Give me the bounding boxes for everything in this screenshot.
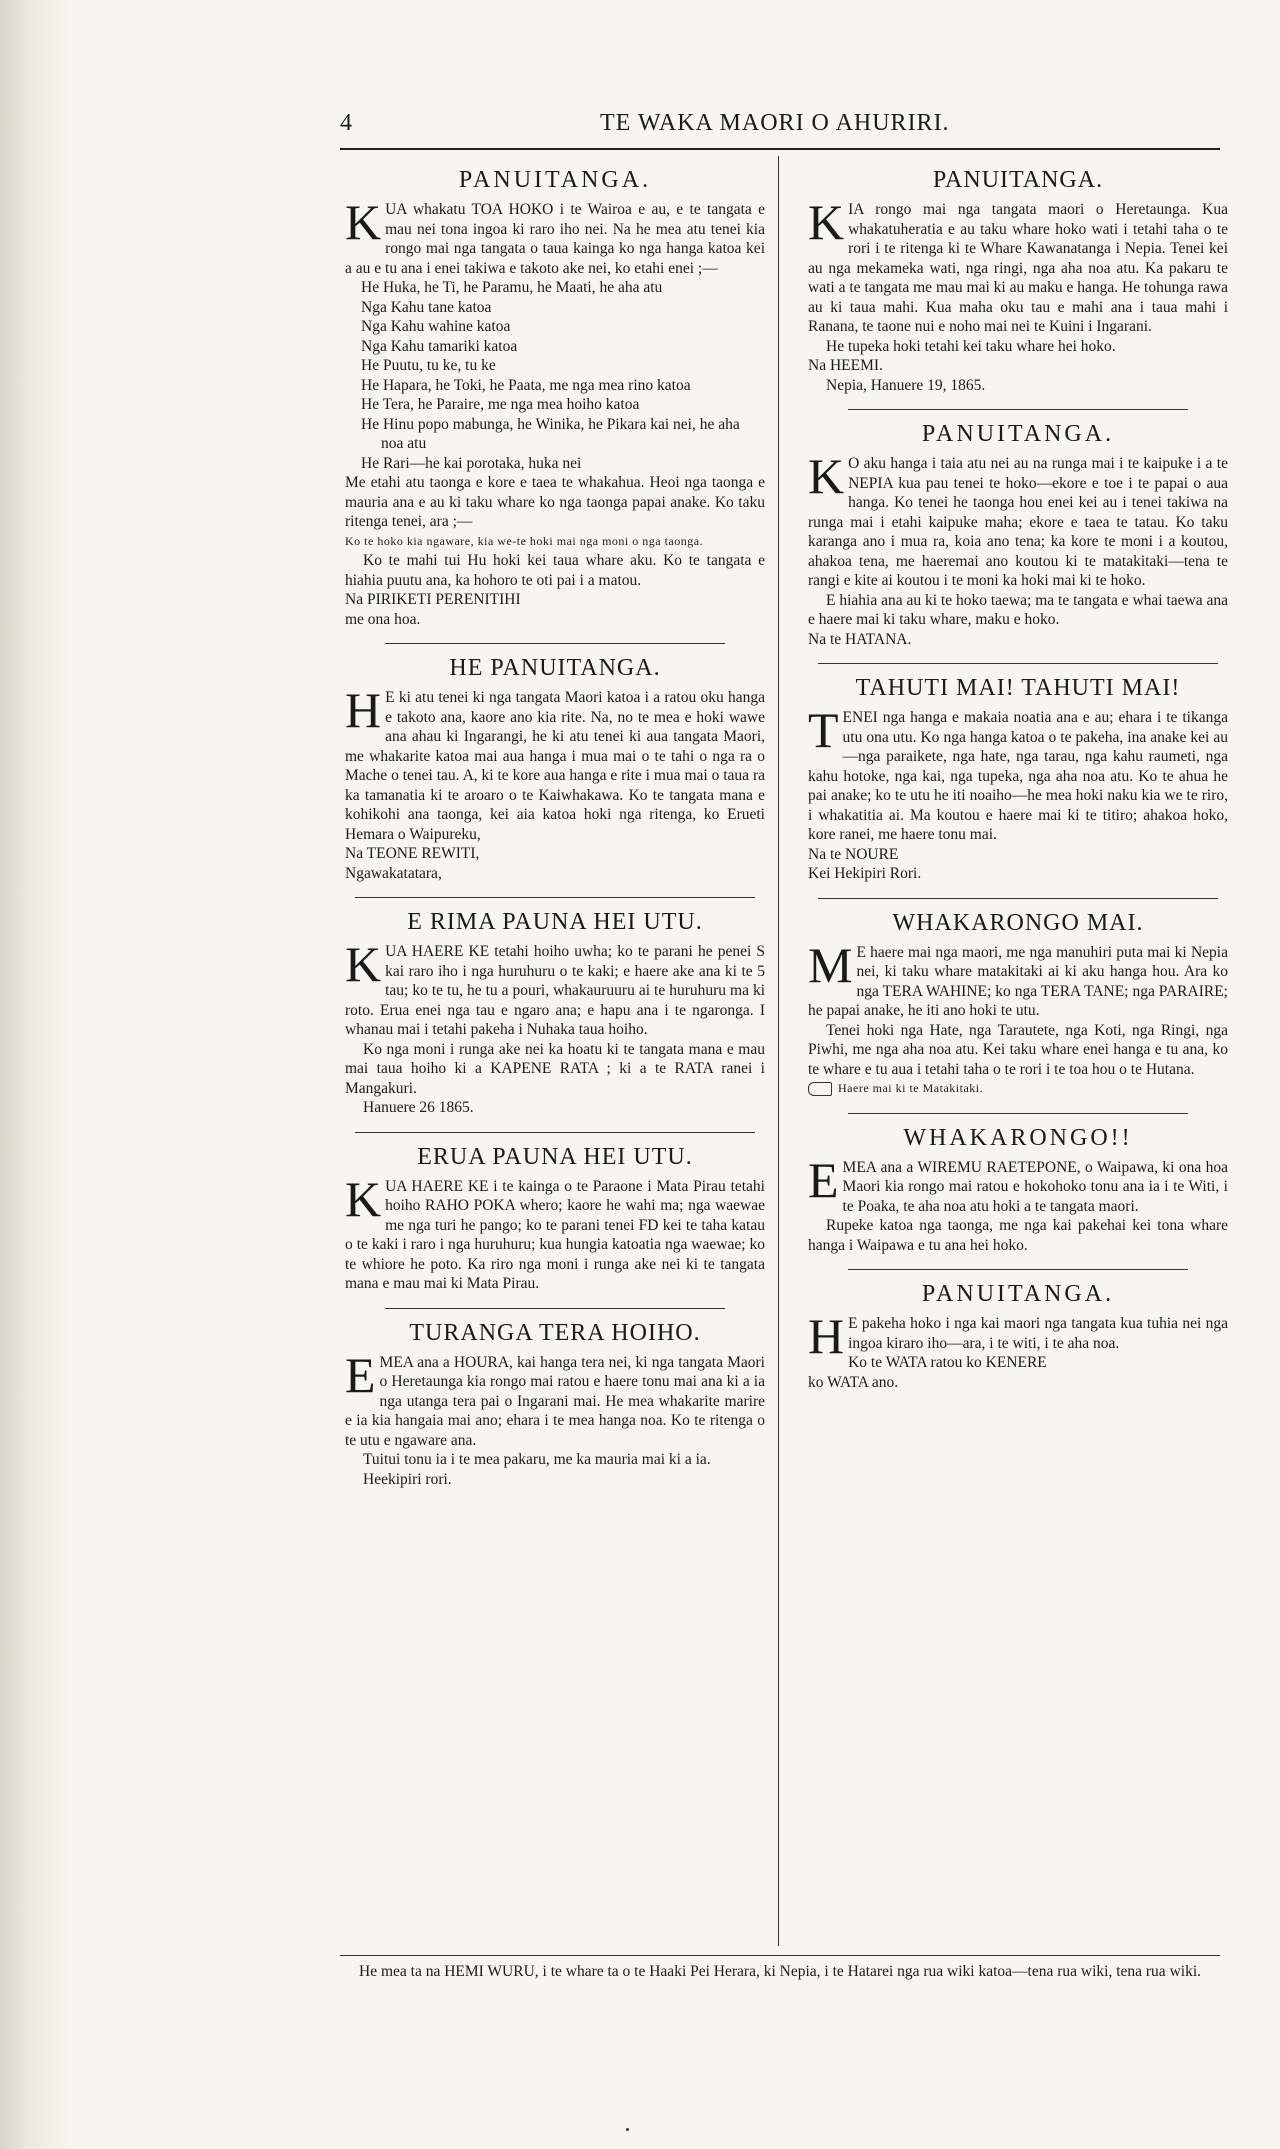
notice-turanga-tera (345, 1319, 765, 1490)
list-item: Nga Kahu wahine katoa (361, 318, 511, 335)
notice-body: MEA ana a HOURA, kai hanga tera nei, ki nga tangata Maori o Heretaunga kia rongo mai ratou e haere tonu mai ana ki a ia nga utanga tera pai o Ingarani mai. He mea whakarite marire e ia kia hangaia mai ano; ehara i te mea hanga noa. Ko te ritenga o te utu e ngaware ana. (345, 1353, 765, 1449)
notice-title: WHAKARONGO MAI. (892, 909, 1144, 936)
notice-body: ENEI nga hanga e makaia noatia ana e au; ehara i te tikanga utu ona utu. Ko nga hanga katoa o te pakeha, ina anake kei au—nga paraikete, nga hate, nga tarau, nga kahu raumeti, nga kahu hotoke, nga kai, nga tupeka, nga aha noa atu. Ko te ahua he pai anake; ko te utu he iti noaiho—he mea hoki naku kia we te riro, i whakatitia ai. Ma koutou e haere mai ki te titiro; ahakoa hoko, kore ranei, me haere tonu mai. (808, 709, 1228, 843)
notice-title: E RIMA PAUNA HEI UTU. (407, 909, 703, 935)
notice-whakarongo-mai (808, 909, 1228, 1099)
notice-note: Haere mai ki te Matakitaki. (838, 1081, 984, 1095)
pointing-hand-icon (808, 1082, 832, 1096)
notice-body: UA HAERE KE i te kainga o te Paraone i Mata Pirau tetahi hoiho RAHO POKA whero; kaore he wahi ma; nga waewae me nga turi he pango; ko te parani tenei FD kei te taha katau o te kaki i raro i nga huruhuru; kua hungia katoatia nga waewae; ko te whiore he poto. Ka riro nga moni i runga ake nei ki te tangata mana e mau mai ki Mata Pirau. (345, 1177, 765, 1292)
separator (385, 1308, 725, 1309)
drop-cap: K (808, 194, 845, 250)
drop-cap: M (808, 936, 853, 993)
notice-title: PANUITANGA. (458, 167, 652, 193)
signature: Na PIRIKETI PERENITIHI (345, 591, 521, 608)
notice-body: E hiahia ana au ki te hoko taewa; ma te tangata e whai taewa ana e haere mai ki taku whare, maku e hoko. (808, 591, 1228, 628)
notice-body: E pakeha hoko i nga kai maori nga tangata kua tuhia nei nga ingoa kiraro iho—ara, i te witi, i te aha noa. (848, 1315, 1228, 1352)
notice-title: PANUITANGA. (932, 167, 1104, 193)
signature-sub: Ngawakatatara, (345, 864, 442, 882)
signature: Na TEONE REWITI, (345, 845, 480, 862)
notice-body: O aku hanga i taia atu nei au na runga mai i te kaipuke i a te NEPIA kua pau tenei te hoko—ekore e toe i te papai o aua hanga. Ko tenei he taonga hou enei kei au i tenei takiwa na runga mai i etahi kaipuke maha; ekore e taea te tatau. Ko taku karanga ano i mua ra, koia ano tena; ka kore te moni i a koutou, ahakoa tena, me haeremai ano koutou ki te matakitaki—tena te rangi e kite ai koutou i te moni ka hoki mai ki te hoko. (808, 455, 1228, 589)
header-rule (340, 148, 1220, 150)
separator (848, 1269, 1188, 1270)
notice-body: He tupeka hoki tetahi kei taku whare hei hoko. (826, 337, 1116, 355)
drop-cap: H (345, 682, 382, 738)
notice-toa-hoko (345, 166, 765, 629)
drop-cap: K (808, 448, 845, 504)
notice-body: Tenei hoki nga Hate, nga Tarautete, nga Koti, nga Ringi, nga Piwhi, me nga aha noa atu. Kei taku whare enei hanga e tu ana, ko te whare e tu aua i tetahi taha o te rori i te toa hou o te Hutana. (808, 1021, 1228, 1078)
list-item: He Rari—he kai porotaka, huka nei (361, 454, 582, 472)
imprint-footer: He mea ta na HEMI WURU, i te whare ta o te Haaki Pei Herara, ki Nepia, i te Hatarei nga rua wiki katoa—tena rua wiki, tena rua wiki. (359, 1963, 1201, 1980)
notice-body: Rupeke katoa nga taonga, me nga kai pakehai kei tona whare hanga i Waipawa e tu ana hei hoko. (808, 1217, 1228, 1254)
signature: Ko te WATA ratou ko KENERE (848, 1354, 1047, 1371)
binding-gutter (0, 0, 70, 2149)
drop-cap: T (808, 702, 839, 758)
separator (818, 663, 1218, 664)
notice-he-panuitanga (345, 654, 765, 883)
signature-sub: ko WATA ano. (808, 1373, 899, 1391)
notice-title: PANUITANGA. (921, 421, 1115, 447)
notice-title: WHAKARONGO!! (903, 1124, 1133, 1151)
notice-title: TURANGA TERA HOIHO. (409, 1319, 701, 1346)
list-item: He Tera, he Paraire, me nga mea hoiho katoa (361, 396, 640, 413)
notice-heemi (808, 166, 1228, 395)
signature-sub: me ona hoa. (345, 610, 421, 628)
separator (385, 643, 725, 644)
signature: Heekipiri rori. (363, 1470, 452, 1488)
signature-sub: Kei Hekipiri Rori. (808, 865, 922, 882)
drop-cap: K (345, 1170, 382, 1227)
list-item: He Hinu popo mabunga, he Winika, he Pikara kai nei, he aha noa atu (361, 415, 740, 452)
notice-body: Ko te mahi tui Hu hoki kei taua whare aku. Ko te tangata e hiahia puutu ana, ka hohoro te oti pai i a matou. (345, 552, 765, 589)
signature: Na te NOURE (808, 845, 899, 863)
drop-cap: K (345, 936, 382, 992)
notice-body: E haere mai nga maori, me nga manuhiri puta mai ki Nepia nei, ki taku whare matakitaki ai ki aku hanga hou. Ara ko nga TERA WAHINE; ko nga TERA TANE; nga PARAIRE; he papai anake, he iti ano hoki te utu. (808, 943, 1228, 1019)
signature: Na te HATANA. (808, 630, 912, 648)
notice-body: IA rongo mai nga tangata maori o Heretaunga. Kua whakatuheratia e au taku whare hoko wati i tetahi taha o te rori i te ritenga ki te Whare Kawanatanga i Nepia. Tenei kei au nga mekameka wati, nga ringi, nga aha noa atu. Ka pakaru te wati a te tangata me mau mai ki au maku e hanga. He tohunga rawa au ki taua mahi. Kua maha oku tau e mahi ana i taua mahi i Ranana, te taone nui e noho mai nei te Kuini i Ingarani. (808, 201, 1228, 335)
notice-title: ERUA PAUNA HEI UTU. (417, 1143, 693, 1170)
list-item: Nga Kahu tamariki katoa (361, 337, 518, 355)
right-column (808, 160, 1228, 1406)
notice-body: Ko nga moni i runga ake nei ka hoatu ki te tangata mana e mau mai taua hoiho ki a KAPENE RATA ; ki a te RATA ranei i Mangakuri. (345, 1040, 765, 1097)
list-item: He Huka, he Ti, he Paramu, he Maati, he aha atu (361, 279, 663, 296)
footer-rule (340, 1955, 1220, 1956)
stray-mark (626, 2128, 629, 2131)
drop-cap: E (808, 1151, 839, 1208)
notice-wata (808, 1280, 1228, 1392)
separator (818, 898, 1218, 899)
page-number: 4 (340, 110, 352, 136)
separator (848, 409, 1188, 410)
notice-date: Nepia, Hanuere 19, 1865. (826, 376, 986, 394)
drop-cap: H (808, 1308, 845, 1364)
list-item: Nga Kahu tane katoa (361, 298, 492, 316)
goods-list (345, 278, 765, 473)
notice-title: PANUITANGA. (921, 1281, 1115, 1307)
list-item: He Puutu, tu ke, tu ke (361, 357, 496, 374)
notice-body: MEA ana a WIREMU RAETEPONE, o Waipawa, ki ona hoa Maori kia rongo mai ratou e hokohoko tonu ana ia i te Witi, i te Poaka, te aha noa atu hoki a te tangata maori. (842, 1158, 1228, 1215)
notice-body: UA HAERE KE tetahi hoiho uwha; ko te parani he penei S kai raro iho i nga huruhuru o te kaki; e haere ake ana ki te 5 tau; ko te tu, he tu a pouri, whakauruuru ai te huruhuru ma ki roto. Erua enei nga tau e ngaro ana; e hapu ana i te ngaronga. I whanau mai i tetahi pakeha i Nuhaka taua hoiho. (345, 943, 765, 1038)
separator (848, 1113, 1188, 1114)
notice-body: Me etahi atu taonga e kore e taea te whakahua. Heoi nga taonga e mauria ana e au ki taku whare ko nga taonga papai anake. Ko taku ritenga tenei, ara ;— (345, 474, 765, 530)
notice-whakarongo (808, 1124, 1228, 1256)
drop-cap: K (345, 194, 382, 250)
separator (355, 1132, 755, 1133)
notice-erua-pauna (345, 1143, 765, 1294)
column-divider (778, 156, 779, 1946)
notice-tahuti-mai (808, 674, 1228, 884)
notice-date: Hanuere 26 1865. (363, 1099, 474, 1116)
notice-title: TAHUTI MAI! TAHUTI MAI! (855, 675, 1181, 701)
left-column (345, 160, 765, 1503)
drop-cap: E (345, 1346, 376, 1403)
notice-hatana (808, 420, 1228, 649)
separator (355, 897, 755, 898)
notice-body: E ki atu tenei ki nga tangata Maori katoa i a ratou oku hanga e takoto ana, kaore ano kia rite. Na, no te mea e hoki wawe ana ahau ki Ingarangi, he ki atu tenei ki aua tangata Maori, me whakarite katoa mai aua hanga i mua mai o te tahi o nga ra o Mache o tenei tau. A, ki te kore aua hanga e rite i mua mai o taua ra ka tamanatia ki te aroaro o te Kaiwhakawa. Ko te tangata mana e kohikohi ana taonga, kei aia katoa hoki nga ritenga, ko Erueti Hemara o Waipureku, (345, 689, 765, 843)
notice-body: Tuitui tonu ia i te mea pakaru, me ka mauria mai ki a ia. (363, 1451, 711, 1468)
notice-rima-pauna (345, 908, 765, 1118)
notice-title: HE PANUITANGA. (449, 655, 661, 681)
notice-body: UA whakatu TOA HOKO i te Wairoa e au, e te tangata e mau nei tona ingoa ki raro iho nei. Na he mea atu tenei kia rongo mai nga tangata o taua kainga ko nga hanga katoa kei a au e tu ana i enei takiwa e takoto ake nei, ko etahi enei ;— (345, 201, 765, 277)
signature: Na HEEMI. (808, 357, 883, 374)
newspaper-title: TE WAKA MAORI O AHURIRI. (600, 110, 950, 136)
list-item: He Hapara, he Toki, he Paata, me nga mea rino katoa (361, 376, 691, 394)
notice-terms: Ko te hoko kia ngaware, kia we-te hoki mai nga moni o nga taonga. (345, 533, 704, 548)
